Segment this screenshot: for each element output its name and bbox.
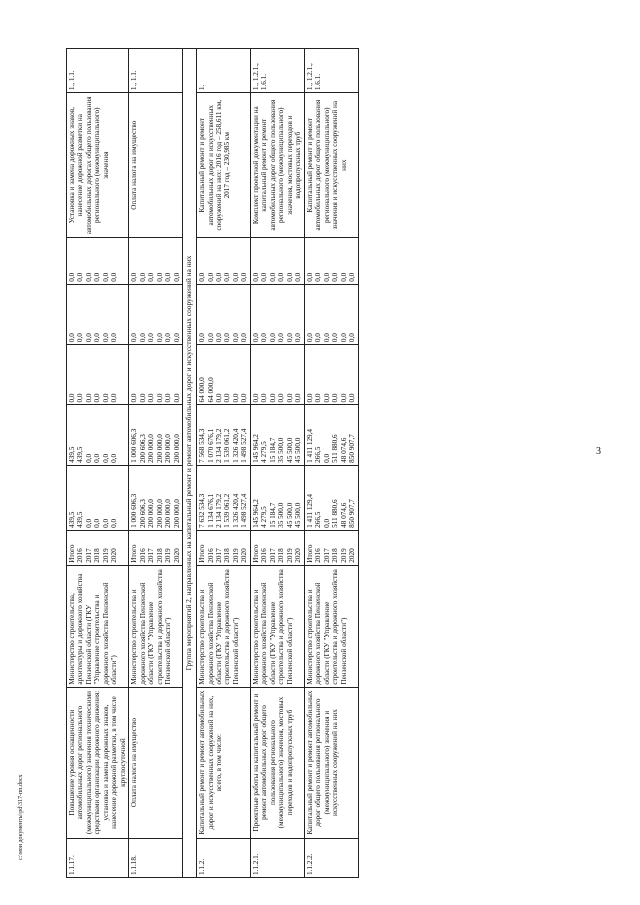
executor: Министерство строительства, архитектуры и дорожного хозяйства Пензенской области (ГКУ "Управление строительства и дорожного хозяйства Пензенской области") bbox=[67, 565, 129, 687]
total-funding-value: 0,0 bbox=[101, 518, 110, 528]
other-sources-value: 0,0 bbox=[260, 272, 269, 282]
expected-result: Установка и замена дорожных знаков, нанесение дорожной разметки на автомобильных дорогах общего пользования регионального (межмуниципального) значения bbox=[67, 93, 129, 238]
expected-result: Оплата налога на имущество bbox=[129, 93, 183, 238]
row-number: 1.1.17. bbox=[67, 838, 129, 877]
regional-budget-value: 1 000 606,3 bbox=[130, 428, 139, 463]
other-sources-value: 0,0 bbox=[164, 272, 173, 282]
years-value: 2020 bbox=[110, 548, 119, 563]
local-budget bbox=[67, 284, 129, 344]
row-number: 1.1.2. bbox=[197, 838, 251, 877]
federal-budget-value: 0,0 bbox=[76, 393, 85, 403]
federal-budget bbox=[67, 345, 129, 405]
local-budget-value: 0,0 bbox=[206, 333, 215, 343]
federal-budget-value: 0,0 bbox=[68, 393, 76, 403]
years-value: 2016 bbox=[260, 548, 269, 563]
indicator-ref: 1., 1.1. bbox=[129, 49, 183, 93]
federal-budget-value: 64 000,0 bbox=[198, 377, 207, 403]
total-funding-value: 1 326 420,4 bbox=[231, 493, 240, 528]
regional-budget-value: 1 070 676,1 bbox=[206, 428, 215, 463]
local-budget-value: 0,0 bbox=[198, 333, 207, 343]
years-value: 2020 bbox=[172, 548, 181, 563]
regional-budget bbox=[67, 405, 129, 465]
regional-budget-value: 1 326 420,4 bbox=[231, 428, 240, 463]
total-funding-value: 45 500,0 bbox=[285, 502, 294, 528]
regional-budget-value: 45 500,0 bbox=[294, 437, 303, 463]
other-sources-value: 0,0 bbox=[215, 272, 223, 282]
regional-budget-value: 0,0 bbox=[84, 453, 93, 463]
regional-budget-value: 200 000,0 bbox=[147, 434, 156, 463]
regional-budget-value: 439,5 bbox=[68, 446, 76, 463]
local-budget-value: 0,0 bbox=[172, 333, 181, 343]
total-funding-value: 1 134 676,1 bbox=[206, 493, 215, 528]
total-funding bbox=[197, 465, 251, 530]
other-sources-value: 0,0 bbox=[339, 272, 348, 282]
local-budget-value: 0,0 bbox=[130, 333, 139, 343]
other-sources bbox=[197, 238, 251, 284]
local-budget-value: 0,0 bbox=[110, 333, 119, 343]
federal-budget-value: 0,0 bbox=[339, 393, 348, 403]
regional-budget bbox=[304, 405, 358, 465]
local-budget-value: 0,0 bbox=[147, 333, 156, 343]
years-value: 2019 bbox=[285, 548, 294, 563]
other-sources-value: 0,0 bbox=[348, 272, 357, 282]
total-funding bbox=[129, 465, 183, 530]
regional-budget-value: 850 907,7 bbox=[348, 434, 357, 463]
total-funding-value: 200 000,0 bbox=[147, 499, 156, 528]
indicator-ref: 1., 1.2.1., 1.6.1. bbox=[304, 49, 358, 93]
other-sources-value: 0,0 bbox=[331, 272, 340, 282]
group-title: Группа мероприятий 2, направленных на капитальный ремонт и ремонт автомобильных дорог и искусственных сооружений на них bbox=[183, 49, 197, 878]
regional-budget-value: 0,0 bbox=[101, 453, 110, 463]
years-value: 2016 bbox=[138, 548, 147, 563]
local-budget-value: 0,0 bbox=[240, 333, 249, 343]
local-budget-value: 0,0 bbox=[268, 333, 277, 343]
years-value: Итого bbox=[130, 544, 139, 563]
table-row bbox=[197, 49, 251, 878]
other-sources-value: 0,0 bbox=[110, 272, 119, 282]
regional-budget-value: 45 500,0 bbox=[285, 437, 294, 463]
indicator-ref: 1. bbox=[197, 49, 251, 93]
table-row bbox=[67, 49, 129, 878]
total-funding-value: 439,5 bbox=[76, 511, 85, 528]
years-value: 2019 bbox=[101, 548, 110, 563]
total-funding bbox=[250, 465, 304, 530]
indicator-ref: 1., 1.2.1., 1.6.1. bbox=[250, 49, 304, 93]
years-value: Итого bbox=[251, 544, 260, 563]
other-sources-value: 0,0 bbox=[172, 272, 181, 282]
total-funding-value: 2 134 179,2 bbox=[215, 493, 223, 528]
federal-budget-value: 0,0 bbox=[285, 393, 294, 403]
federal-budget-value: 0,0 bbox=[268, 393, 277, 403]
years-value: 2016 bbox=[76, 548, 85, 563]
regional-budget-value: 266,5 bbox=[314, 446, 323, 463]
other-sources-value: 0,0 bbox=[206, 272, 215, 282]
expected-result: Капитальный ремонт и ремонт автомобильных дорог общего пользования регионального (межмуниципального) значения и искусственных сооружений на них bbox=[304, 93, 358, 238]
local-budget-value: 0,0 bbox=[294, 333, 303, 343]
federal-budget bbox=[197, 345, 251, 405]
years bbox=[304, 530, 358, 565]
total-funding-value: 200 000,0 bbox=[164, 499, 173, 528]
federal-budget bbox=[304, 345, 358, 405]
federal-budget-value: 0,0 bbox=[215, 393, 223, 403]
measure-name: Капитальный ремонт и ремонт автомобильных дорог и искусственных сооружений на них, всего, в том числе: bbox=[197, 687, 251, 838]
expected-result: Капитальный ремонт и ремонт автомобильных дорог и искусственных сооружений на них: 2016 год – 258,611 км, 2017 год – 230,985 км bbox=[197, 93, 251, 238]
local-budget-value: 0,0 bbox=[164, 333, 173, 343]
local-budget-value: 0,0 bbox=[277, 333, 286, 343]
row-number: 1.1.2.1. bbox=[250, 838, 304, 877]
regional-budget-value: 200 000,0 bbox=[155, 434, 164, 463]
other-sources-value: 0,0 bbox=[223, 272, 232, 282]
program-table-sheet bbox=[66, 48, 586, 878]
federal-budget-value: 0,0 bbox=[331, 393, 340, 403]
local-budget-value: 0,0 bbox=[215, 333, 223, 343]
federal-budget-value: 0,0 bbox=[251, 393, 260, 403]
federal-budget-value: 0,0 bbox=[260, 393, 269, 403]
other-sources-value: 0,0 bbox=[305, 272, 314, 282]
other-sources-value: 0,0 bbox=[93, 272, 102, 282]
local-budget-value: 0,0 bbox=[101, 333, 110, 343]
local-budget-value: 0,0 bbox=[138, 333, 147, 343]
other-sources-value: 0,0 bbox=[231, 272, 240, 282]
total-funding-value: 1 498 527,4 bbox=[240, 493, 249, 528]
years bbox=[197, 530, 251, 565]
executor: Министерство строительства и дорожного хозяйства Пензенской области (ГКУ "Управление строительства и дорожного хозяйства Пензенской области") bbox=[250, 565, 304, 687]
regional-budget-value: 439,5 bbox=[76, 446, 85, 463]
years-value: 2019 bbox=[231, 548, 240, 563]
local-budget-value: 0,0 bbox=[339, 333, 348, 343]
other-sources bbox=[67, 238, 129, 284]
years-value: Итого bbox=[198, 544, 207, 563]
years bbox=[129, 530, 183, 565]
total-funding bbox=[67, 465, 129, 530]
other-sources-value: 0,0 bbox=[138, 272, 147, 282]
federal-budget bbox=[250, 345, 304, 405]
local-budget-value: 0,0 bbox=[331, 333, 340, 343]
total-funding-value: 511 880,6 bbox=[331, 499, 340, 528]
other-sources-value: 0,0 bbox=[240, 272, 249, 282]
federal-budget-value: 0,0 bbox=[164, 393, 173, 403]
federal-budget-value: 0,0 bbox=[155, 393, 164, 403]
regional-budget-value: 35 500,0 bbox=[277, 437, 286, 463]
federal-budget-value: 0,0 bbox=[277, 393, 286, 403]
federal-budget-value: 0,0 bbox=[172, 393, 181, 403]
total-funding-value: 200 000,0 bbox=[155, 499, 164, 528]
regional-budget-value: 511 880,6 bbox=[331, 434, 340, 463]
other-sources bbox=[304, 238, 358, 284]
federal-budget-value: 0,0 bbox=[84, 393, 93, 403]
total-funding-value: 1 539 061,2 bbox=[223, 493, 232, 528]
group-header-row bbox=[183, 49, 197, 878]
regional-budget bbox=[197, 405, 251, 465]
total-funding-value: 439,5 bbox=[68, 511, 76, 528]
other-sources-value: 0,0 bbox=[294, 272, 303, 282]
executor: Министерство строительства и дорожного хозяйства Пензенской области (ГКУ "Управление строительства и дорожного хозяйства Пензенской области") bbox=[197, 565, 251, 687]
other-sources-value: 0,0 bbox=[251, 272, 260, 282]
regional-budget-value: 2 134 179,2 bbox=[215, 428, 223, 463]
total-funding-value: 0,0 bbox=[322, 518, 331, 528]
row-number: 1.1.18. bbox=[129, 838, 183, 877]
other-sources-value: 0,0 bbox=[68, 272, 76, 282]
total-funding-value: 266,5 bbox=[314, 511, 323, 528]
federal-budget-value: 0,0 bbox=[314, 393, 323, 403]
table-row bbox=[250, 49, 304, 878]
federal-budget-value: 0,0 bbox=[294, 393, 303, 403]
years-value: 2018 bbox=[223, 548, 232, 563]
local-budget-value: 0,0 bbox=[251, 333, 260, 343]
table-row bbox=[304, 49, 358, 878]
local-budget bbox=[250, 284, 304, 344]
federal-budget-value: 0,0 bbox=[101, 393, 110, 403]
local-budget-value: 0,0 bbox=[348, 333, 357, 343]
regional-budget-value: 0,0 bbox=[110, 453, 119, 463]
total-funding-value: 45 500,0 bbox=[294, 502, 303, 528]
total-funding-value: 15 184,7 bbox=[268, 502, 277, 528]
executor: Министерство строительства и дорожного хозяйства Пензенской области (ГКУ "Управление строительства и дорожного хозяйства Пензенской области") bbox=[304, 565, 358, 687]
regional-budget-value: 200 606,3 bbox=[138, 434, 147, 463]
federal-budget-value: 0,0 bbox=[240, 393, 249, 403]
total-funding-value: 0,0 bbox=[84, 518, 93, 528]
federal-budget-value: 0,0 bbox=[130, 393, 139, 403]
other-sources-value: 0,0 bbox=[268, 272, 277, 282]
federal-budget-value: 64 000,0 bbox=[206, 377, 215, 403]
federal-budget-value: 0,0 bbox=[110, 393, 119, 403]
total-funding-value: 145 964,2 bbox=[251, 499, 260, 528]
years-value: 2016 bbox=[314, 548, 323, 563]
other-sources-value: 0,0 bbox=[130, 272, 139, 282]
local-budget bbox=[197, 284, 251, 344]
regional-budget-value: 48 074,6 bbox=[339, 437, 348, 463]
years-value: 2017 bbox=[215, 548, 223, 563]
local-budget-value: 0,0 bbox=[84, 333, 93, 343]
file-path-footer: c:\мои документы\pd\317-пп.docx bbox=[18, 774, 24, 860]
regional-budget-value: 0,0 bbox=[93, 453, 102, 463]
other-sources-value: 0,0 bbox=[101, 272, 110, 282]
regional-budget-value: 1 539 061,2 bbox=[223, 428, 232, 463]
years-value: 2018 bbox=[93, 548, 102, 563]
other-sources bbox=[129, 238, 183, 284]
total-funding-value: 200 000,0 bbox=[172, 499, 181, 528]
years-value: 2018 bbox=[155, 548, 164, 563]
local-budget-value: 0,0 bbox=[93, 333, 102, 343]
years-value: 2016 bbox=[206, 548, 215, 563]
years-value: 2017 bbox=[268, 548, 277, 563]
local-budget-value: 0,0 bbox=[76, 333, 85, 343]
local-budget-value: 0,0 bbox=[260, 333, 269, 343]
other-sources-value: 0,0 bbox=[285, 272, 294, 282]
years-value: 2019 bbox=[164, 548, 173, 563]
regional-budget-value: 200 000,0 bbox=[172, 434, 181, 463]
other-sources-value: 0,0 bbox=[76, 272, 85, 282]
years-value: 2017 bbox=[84, 548, 93, 563]
total-funding-value: 1 000 606,3 bbox=[130, 493, 139, 528]
other-sources-value: 0,0 bbox=[314, 272, 323, 282]
years-value: 2020 bbox=[294, 548, 303, 563]
local-budget bbox=[304, 284, 358, 344]
total-funding-value: 1 411 129,4 bbox=[305, 493, 314, 528]
measure-name: Проектные работы на капитальный ремонт и ремонт автомобильных дорог общего пользования регионального (межмуниципального) значения, мостовых переходов и водопропускных труб bbox=[250, 687, 304, 838]
federal-budget-value: 0,0 bbox=[147, 393, 156, 403]
measure-name: Оплата налога на имущество bbox=[129, 687, 183, 838]
total-funding-value: 200 606,3 bbox=[138, 499, 147, 528]
regional-budget-value: 1 411 129,4 bbox=[305, 428, 314, 463]
local-budget-value: 0,0 bbox=[223, 333, 232, 343]
regional-budget-value: 145 964,2 bbox=[251, 434, 260, 463]
years-value: 2020 bbox=[240, 548, 249, 563]
row-number: 1.1.2.2. bbox=[304, 838, 358, 877]
regional-budget-value: 1 498 527,4 bbox=[240, 428, 249, 463]
total-funding-value: 0,0 bbox=[110, 518, 119, 528]
local-budget-value: 0,0 bbox=[231, 333, 240, 343]
other-sources-value: 0,0 bbox=[155, 272, 164, 282]
total-funding-value: 7 632 534,3 bbox=[198, 493, 207, 528]
federal-budget-value: 0,0 bbox=[348, 393, 357, 403]
regional-budget bbox=[129, 405, 183, 465]
indicator-ref: 1., 1.1. bbox=[67, 49, 129, 93]
local-budget-value: 0,0 bbox=[68, 333, 76, 343]
federal-budget-value: 0,0 bbox=[138, 393, 147, 403]
other-sources-value: 0,0 bbox=[198, 272, 207, 282]
total-funding-value: 850 907,7 bbox=[348, 499, 357, 528]
other-sources-value: 0,0 bbox=[84, 272, 93, 282]
other-sources-value: 0,0 bbox=[277, 272, 286, 282]
measure-name: Капитальный ремонт и ремонт автомобильных дорог общего пользования регионального (межмуниципального) значения и искусственных сооружений на них bbox=[304, 687, 358, 838]
regional-budget-value: 15 184,7 bbox=[268, 437, 277, 463]
regional-budget-value: 7 568 534,3 bbox=[198, 428, 207, 463]
other-sources-value: 0,0 bbox=[147, 272, 156, 282]
regional-budget-value: 200 000,0 bbox=[164, 434, 173, 463]
years-value: 2018 bbox=[331, 548, 340, 563]
regional-budget-value: 4 279,5 bbox=[260, 441, 269, 463]
executor: Министерство строительства и дорожного хозяйства Пензенской области (ГКУ "Управление строительства и дорожного хозяйства Пензенской области") bbox=[129, 565, 183, 687]
total-funding-value: 48 074,6 bbox=[339, 502, 348, 528]
local-budget-value: 0,0 bbox=[305, 333, 314, 343]
program-measures-table bbox=[66, 48, 359, 878]
federal-budget-value: 0,0 bbox=[305, 393, 314, 403]
years bbox=[250, 530, 304, 565]
federal-budget-value: 0,0 bbox=[231, 393, 240, 403]
table-row bbox=[129, 49, 183, 878]
federal-budget-value: 0,0 bbox=[322, 393, 331, 403]
years-value: Итого bbox=[305, 544, 314, 563]
local-budget bbox=[129, 284, 183, 344]
total-funding-value: 4 279,5 bbox=[260, 506, 269, 528]
page-number: 3 bbox=[596, 446, 601, 457]
local-budget-value: 0,0 bbox=[322, 333, 331, 343]
years bbox=[67, 530, 129, 565]
local-budget-value: 0,0 bbox=[314, 333, 323, 343]
total-funding-value: 0,0 bbox=[93, 518, 102, 528]
years-value: 2019 bbox=[339, 548, 348, 563]
years-value: 2017 bbox=[147, 548, 156, 563]
years-value: 2018 bbox=[277, 548, 286, 563]
years-value: 2017 bbox=[322, 548, 331, 563]
years-value: 2020 bbox=[348, 548, 357, 563]
measure-name: Повышение уровня оснащенности автомобильных дорог регионального (межмуниципального) значения техническими средствами организации дорожного движения: установка и замена дорожных знаков, нанесение дорожной разметки, в том числе круглосуточной bbox=[67, 687, 129, 838]
expected-result: Комплект проектной документации на капитальный ремонт и ремонт автомобильных дорог общего пользования регионального (межмуниципального) значения, мостовых переходов и водопропускных труб bbox=[250, 93, 304, 238]
federal-budget-value: 0,0 bbox=[223, 393, 232, 403]
federal-budget bbox=[129, 345, 183, 405]
federal-budget-value: 0,0 bbox=[93, 393, 102, 403]
table-body bbox=[67, 49, 359, 878]
years-value: Итого bbox=[68, 544, 76, 563]
local-budget-value: 0,0 bbox=[285, 333, 294, 343]
other-sources bbox=[250, 238, 304, 284]
total-funding-value: 35 500,0 bbox=[277, 502, 286, 528]
other-sources-value: 0,0 bbox=[322, 272, 331, 282]
local-budget-value: 0,0 bbox=[155, 333, 164, 343]
regional-budget bbox=[250, 405, 304, 465]
total-funding bbox=[304, 465, 358, 530]
regional-budget-value: 0,0 bbox=[322, 453, 331, 463]
